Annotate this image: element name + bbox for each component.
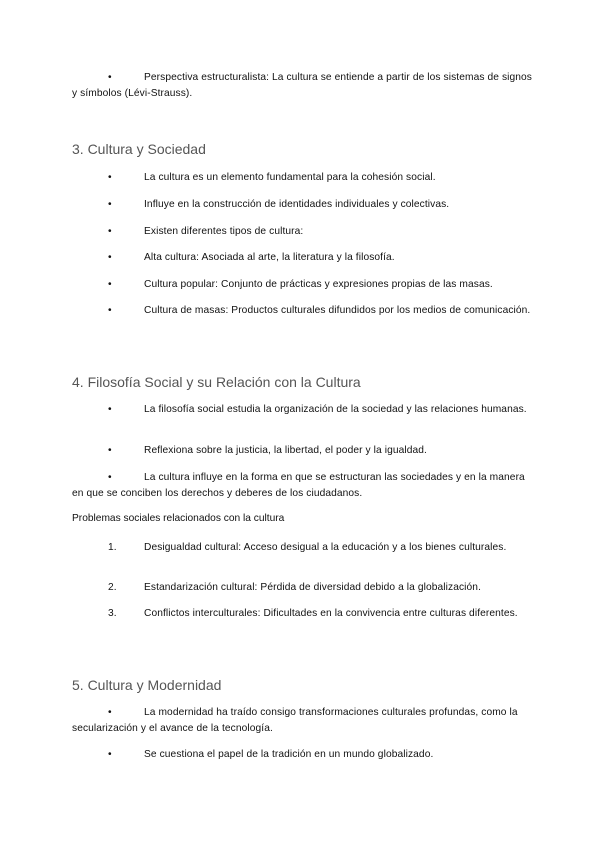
- bullet-marker: •: [108, 404, 112, 415]
- bullet-marker: •: [108, 226, 112, 237]
- list-item-text: La cultura es un elemento fundamental para la cohesión social.: [144, 172, 436, 183]
- number-marker: 3.: [108, 608, 117, 619]
- list-item: [72, 443, 532, 459]
- list-item: [72, 197, 532, 213]
- list-item-text: Reflexiona sobre la justicia, la libertad, el poder y la igualdad.: [144, 445, 427, 456]
- list-item-text: Se cuestiona el papel de la tradición en un mundo globalizado.: [144, 749, 434, 760]
- bullet-marker: •: [108, 252, 112, 263]
- list-item-text: Influye en la construcción de identidades individuales y colectivas.: [144, 199, 450, 210]
- list-item: [72, 580, 532, 596]
- list-item: [72, 224, 532, 240]
- subsection-label: Problemas sociales relacionados con la cultura: [72, 513, 285, 524]
- list-item-text: Perspectiva estructuralista: La cultura se entiende a partir de los sistemas de signos y símbolos (Lévi-Strauss).: [72, 72, 532, 99]
- list-item-text: Cultura de masas: Productos culturales difundidos por los medios de comunicación.: [144, 305, 531, 316]
- bullet-marker: •: [108, 749, 112, 760]
- section-heading: 4. Filosofía Social y su Relación con la Cultura: [72, 374, 361, 390]
- list-item: [72, 705, 532, 737]
- list-item-text: Alta cultura: Asociada al arte, la literatura y la filosofía.: [144, 252, 395, 263]
- list-item: [72, 402, 532, 418]
- section-heading: 3. Cultura y Sociedad: [72, 141, 206, 157]
- list-item-text: La filosofía social estudia la organización de la sociedad y las relaciones humanas.: [144, 404, 527, 415]
- bullet-marker: •: [108, 472, 112, 483]
- list-item-text: La cultura influye en la forma en que se estructuran las sociedades y en la manera en que se conciben los derechos y deberes de los ciudadanos.: [72, 472, 525, 499]
- bullet-marker: •: [108, 72, 112, 83]
- list-item-text: Cultura popular: Conjunto de prácticas y expresiones propias de las masas.: [144, 279, 493, 290]
- bullet-marker: •: [108, 199, 112, 210]
- list-item: [72, 303, 532, 319]
- list-item: [72, 747, 532, 763]
- list-item-text: Estandarización cultural: Pérdida de diversidad debido a la globalización.: [144, 582, 482, 593]
- bullet-marker: •: [108, 279, 112, 290]
- number-marker: 1.: [108, 542, 117, 553]
- section-heading: 5. Cultura y Modernidad: [72, 677, 222, 693]
- bullet-marker: •: [108, 305, 112, 316]
- bullet-marker: •: [108, 445, 112, 456]
- list-item: [72, 250, 532, 266]
- bullet-marker: •: [108, 707, 112, 718]
- list-item: [72, 277, 532, 293]
- list-item: [72, 470, 532, 502]
- list-item: [72, 606, 532, 622]
- bullet-marker: •: [108, 172, 112, 183]
- list-item-text: Desigualdad cultural: Acceso desigual a la educación y a los bienes culturales.: [144, 542, 507, 553]
- list-item: [72, 70, 532, 102]
- list-item-text: La modernidad ha traído consigo transformaciones culturales profundas, como la secularización y el avance de la tecnología.: [72, 707, 518, 734]
- list-item-text: Conflictos interculturales: Dificultades en la convivencia entre culturas diferentes.: [144, 608, 518, 619]
- number-marker: 2.: [108, 582, 117, 593]
- list-item: [72, 540, 532, 556]
- list-item-text: Existen diferentes tipos de cultura:: [144, 226, 304, 237]
- list-item: [72, 170, 532, 186]
